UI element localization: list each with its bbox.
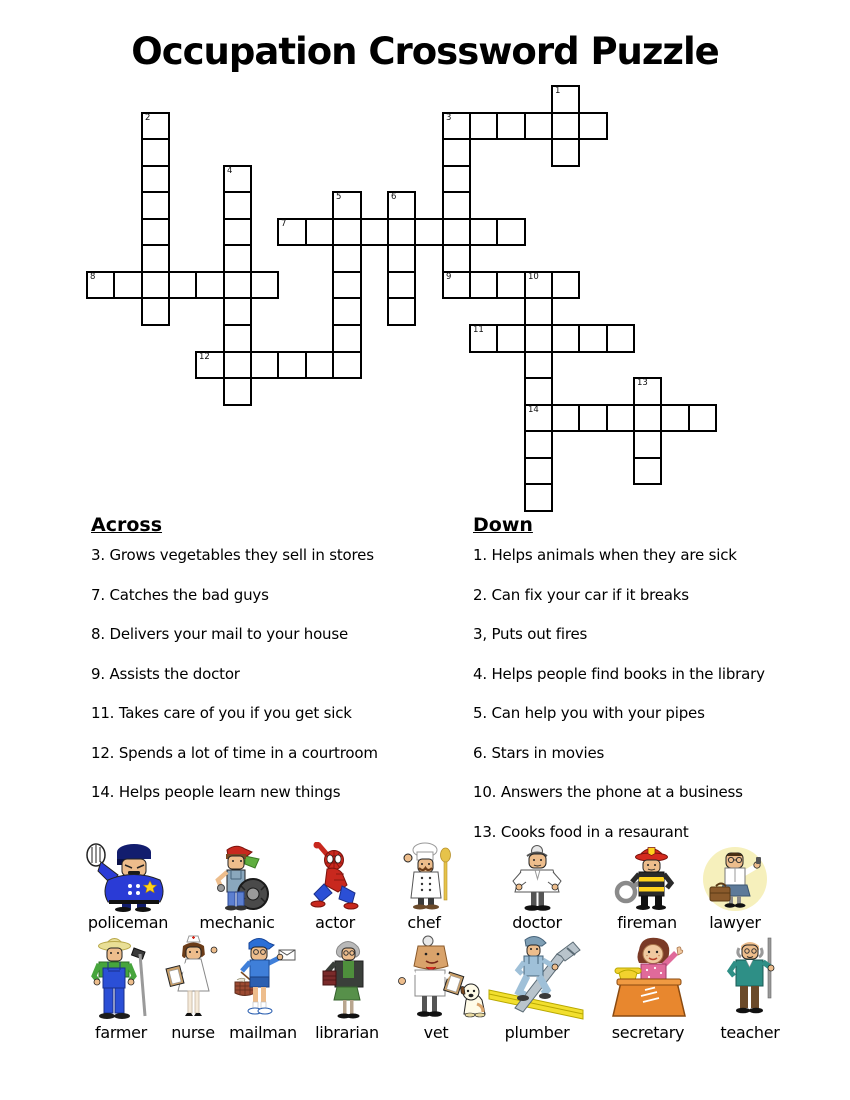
grid-cell [688, 404, 717, 432]
vet-icon [384, 934, 488, 1022]
grid-cell-number: 10 [528, 272, 539, 282]
occupation-figure-doctor [505, 838, 569, 932]
grid-cell [551, 85, 580, 114]
grid-cell [223, 244, 252, 273]
grid-cell [442, 271, 471, 299]
grid-cell-number: 4 [227, 166, 233, 176]
grid-cell [442, 191, 471, 220]
grid-cell [332, 244, 362, 273]
across-clues-section [91, 514, 378, 823]
across-clue-12: 12. Spends a lot of time in a courtroom [91, 743, 378, 762]
grid-cell [524, 430, 553, 459]
mechanic-icon [201, 842, 273, 912]
grid-cell [223, 377, 252, 406]
down-clue-1: 1. Helps animals when they are sick [473, 546, 737, 564]
grid-cell [360, 218, 389, 246]
farmer-icon [84, 934, 158, 1022]
grid-cell [113, 271, 143, 299]
grid-cell [387, 244, 416, 273]
grid-cell [223, 218, 252, 246]
grid-cell [387, 218, 416, 246]
policeman-icon [84, 842, 172, 912]
grid-cell [141, 138, 170, 167]
lawyer-icon [699, 844, 771, 912]
down-clue-2: 2. Can fix your car if it breaks [473, 585, 689, 604]
figure-label: vet [423, 1023, 449, 1042]
occupation-figure-farmer [84, 929, 158, 1042]
grid-cell [551, 112, 580, 140]
occupation-figure-nurse [160, 929, 226, 1042]
grid-cell [524, 324, 553, 353]
grid-cell-number: 5 [336, 192, 342, 202]
grid-cell-number: 6 [391, 192, 397, 202]
grid-cell-number: 14 [528, 405, 539, 415]
grid-cell-number: 8 [90, 272, 96, 282]
figure-label: actor [315, 913, 355, 932]
actor-icon [306, 842, 364, 912]
across-clue-14: 14. Helps people learn new things [91, 783, 341, 801]
grid-cell [442, 112, 471, 140]
grid-cell [442, 138, 471, 167]
grid-cell [332, 191, 362, 220]
grid-cell-number: 3 [446, 113, 452, 123]
figure-label: plumber [504, 1023, 570, 1042]
librarian-icon [318, 934, 376, 1022]
occupation-figure-fireman [612, 838, 682, 932]
grid-cell [223, 191, 252, 220]
grid-cell [223, 324, 252, 353]
grid-cell [469, 112, 498, 140]
across-clue-9: 9. Assists the doctor [91, 664, 240, 683]
grid-cell [524, 404, 553, 432]
doctor-icon [505, 844, 569, 912]
grid-cell [496, 271, 526, 299]
occupation-figure-mailman [223, 929, 303, 1042]
grid-cell [141, 191, 170, 220]
figure-label: fireman [617, 913, 677, 932]
occupation-figure-vet [384, 929, 488, 1042]
fireman-icon [612, 844, 682, 912]
figure-label: farmer [95, 1023, 147, 1042]
grid-cell [633, 404, 662, 432]
figure-label: mailman [229, 1023, 297, 1042]
grid-cell [469, 324, 498, 353]
grid-cell [496, 218, 526, 246]
across-clue-8: 8. Delivers your mail to your house [91, 625, 349, 643]
grid-cell-number: 7 [281, 219, 287, 229]
down-clue-5: 5. Can help you with your pipes [473, 704, 705, 722]
grid-cell-number: 13 [637, 378, 648, 388]
grid-cell [332, 271, 362, 299]
figure-label: lawyer [709, 913, 761, 932]
mailman-icon [227, 934, 299, 1022]
across-heading: Across [91, 514, 163, 536]
grid-cell [442, 218, 471, 246]
grid-cell [524, 112, 553, 140]
grid-cell [660, 404, 690, 432]
grid-cell [332, 297, 362, 326]
chef-icon [394, 842, 454, 912]
down-clues-section [473, 514, 765, 862]
grid-cell [223, 165, 252, 193]
occupation-figure-secretary [601, 929, 695, 1042]
grid-cell [633, 430, 662, 459]
grid-cell [578, 324, 608, 353]
grid-cell [469, 271, 498, 299]
grid-cell [223, 351, 252, 379]
down-heading: Down [473, 514, 533, 536]
occupation-figure-mechanic [197, 838, 277, 932]
grid-cell [551, 271, 580, 299]
grid-cell [387, 297, 416, 326]
occupation-figure-teacher [715, 929, 785, 1042]
nurse-icon [160, 934, 226, 1022]
page-title: Occupation Crossword Puzzle [131, 30, 719, 73]
grid-cell [606, 324, 635, 353]
grid-cell [141, 244, 170, 273]
grid-cell [606, 404, 635, 432]
figure-label: chef [407, 913, 441, 932]
figure-label: librarian [315, 1023, 379, 1042]
grid-cell [332, 351, 362, 379]
occupation-figure-chef [394, 838, 454, 932]
down-clue-3: 3, Puts out fires [473, 625, 588, 643]
grid-cell [277, 351, 307, 379]
figure-label: nurse [171, 1023, 215, 1042]
grid-cell [141, 218, 170, 246]
occupation-figure-lawyer [699, 838, 771, 932]
grid-cell [551, 404, 580, 432]
grid-cell [524, 271, 553, 299]
occupation-figure-plumber [487, 929, 587, 1042]
grid-cell [223, 271, 252, 299]
grid-cell [141, 165, 170, 193]
grid-cell [223, 297, 252, 326]
grid-cell [332, 324, 362, 353]
down-clue-4: 4. Helps people find books in the library [473, 664, 765, 683]
grid-cell [551, 138, 580, 167]
grid-cell [305, 351, 334, 379]
figure-label: teacher [720, 1023, 780, 1042]
grid-cell [168, 271, 197, 299]
grid-cell [442, 244, 471, 273]
grid-cell [496, 324, 526, 353]
grid-cell [195, 271, 225, 299]
across-clue-7: 7. Catches the bad guys [91, 585, 269, 604]
grid-cell [332, 218, 362, 246]
grid-cell [277, 218, 307, 246]
grid-cell [250, 351, 279, 379]
grid-cell [496, 112, 526, 140]
occupation-figure-policeman [84, 838, 172, 932]
down-clue-6: 6. Stars in movies [473, 743, 605, 762]
grid-cell [524, 351, 553, 379]
grid-cell [633, 457, 662, 485]
grid-cell-number: 12 [199, 352, 210, 362]
grid-cell-number: 9 [446, 272, 452, 282]
grid-cell [141, 112, 170, 140]
grid-cell [141, 297, 170, 326]
across-clue-3: 3. Grows vegetables they sell in stores [91, 546, 374, 564]
grid-cell-number: 1 [555, 86, 561, 96]
grid-cell [469, 218, 498, 246]
grid-cell-number: 2 [145, 113, 151, 123]
grid-cell-number: 11 [473, 325, 484, 335]
grid-cell [141, 271, 170, 299]
occupation-figure-librarian [307, 929, 387, 1042]
grid-cell [442, 165, 471, 193]
grid-cell [250, 271, 279, 299]
grid-cell [578, 404, 608, 432]
grid-cell [195, 351, 225, 379]
figure-label: mechanic [199, 913, 275, 932]
figure-label: policeman [87, 913, 169, 932]
plumber-icon [487, 934, 587, 1022]
grid-cell [86, 271, 115, 299]
grid-cell [387, 191, 416, 220]
grid-cell [524, 457, 553, 485]
across-clue-11: 11. Takes care of you if you get sick [91, 704, 352, 722]
figure-label: doctor [512, 913, 562, 932]
down-clue-13: 13. Cooks food in a resaurant [473, 822, 689, 841]
grid-cell [305, 218, 334, 246]
grid-cell [633, 377, 662, 406]
grid-cell [387, 271, 416, 299]
grid-cell [524, 377, 553, 406]
grid-cell [524, 483, 553, 512]
teacher-icon [720, 934, 780, 1022]
grid-cell [524, 297, 553, 326]
secretary-icon [601, 934, 695, 1022]
down-clue-10: 10. Answers the phone at a business [473, 783, 743, 801]
grid-cell [551, 324, 580, 353]
grid-cell [578, 112, 608, 140]
figure-label: secretary [611, 1023, 685, 1042]
occupation-figure-actor [305, 838, 365, 932]
grid-cell [414, 218, 444, 246]
